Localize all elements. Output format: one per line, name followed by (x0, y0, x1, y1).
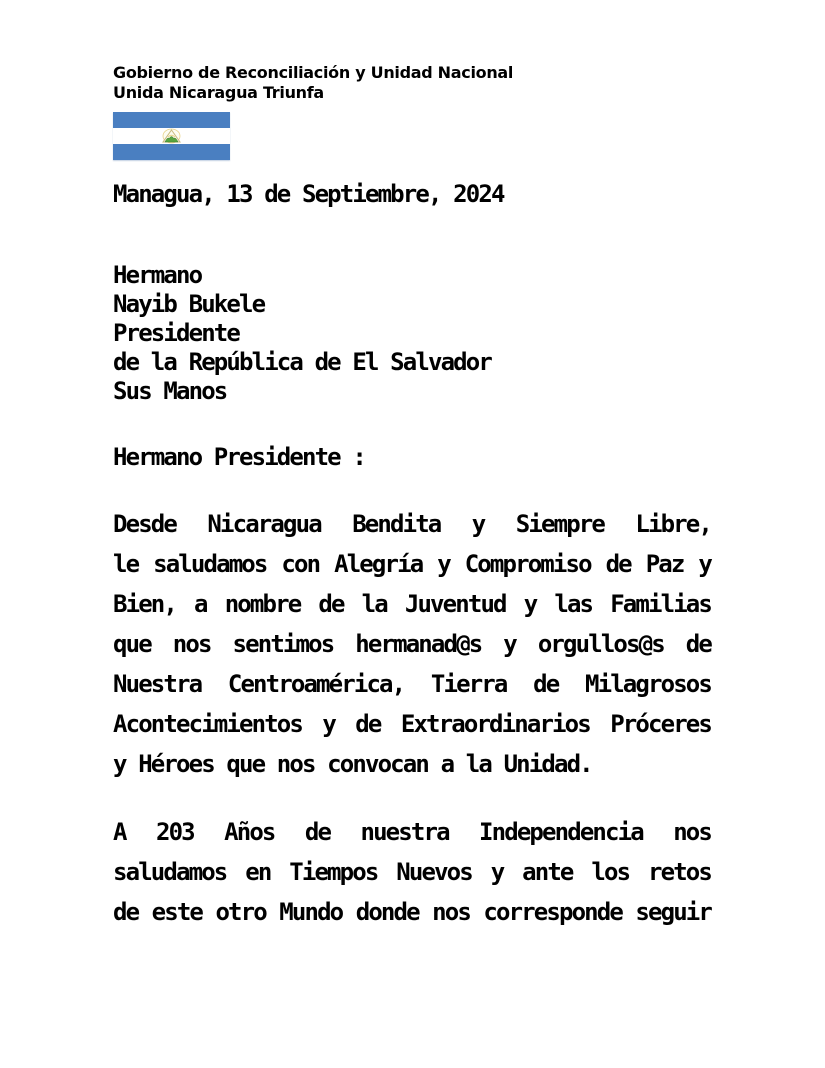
body-line: Desde Nicaragua Bendita y Siempre Libre, (113, 510, 711, 538)
body-line: Nuestra Centroamérica, Tierra de Milagrosos (113, 670, 711, 698)
letterhead-line-government: Gobierno de Reconciliación y Unidad Nacional (113, 63, 514, 82)
body-line: Acontecimientos y de Extraordinarios Próceres (113, 710, 711, 738)
body-line: que nos sentimos hermanad@s y orgullos@s de (113, 630, 711, 658)
letterhead (113, 63, 513, 103)
date-line: Managua, 13 de Septiembre, 2024 (113, 180, 504, 208)
recipient-name: Nayib Bukele (113, 290, 265, 318)
coat-of-arms-icon (161, 128, 182, 144)
flag-stripe-top (113, 112, 230, 128)
recipient-country: de la República de El Salvador (113, 348, 491, 376)
body-line: de este otro Mundo donde nos corresponde seguir (113, 898, 711, 926)
recipient-title: Presidente (113, 319, 239, 347)
body-line: saludamos en Tiempos Nuevos y ante los retos (113, 858, 711, 886)
body-paragraph-1 (113, 504, 711, 784)
flag-stripe-bottom (113, 144, 230, 160)
body-line: A 203 Años de nuestra Independencia nos (113, 818, 711, 846)
letterhead-line-motto: Unida Nicaragua Triunfa (113, 83, 324, 102)
salutation: Hermano Presidente : (113, 443, 365, 471)
body-line: le saludamos con Alegría y Compromiso de Paz y (113, 550, 711, 578)
body-line: Bien, a nombre de la Juventud y las Familias (113, 590, 711, 618)
recipient-block (113, 261, 491, 406)
recipient-delivery: Sus Manos (113, 377, 227, 405)
nicaragua-flag-icon (113, 112, 230, 160)
body-line: y Héroes que nos convocan a la Unidad. (113, 750, 592, 778)
body-paragraph-2 (113, 812, 711, 932)
recipient-line: Hermano (113, 261, 202, 289)
